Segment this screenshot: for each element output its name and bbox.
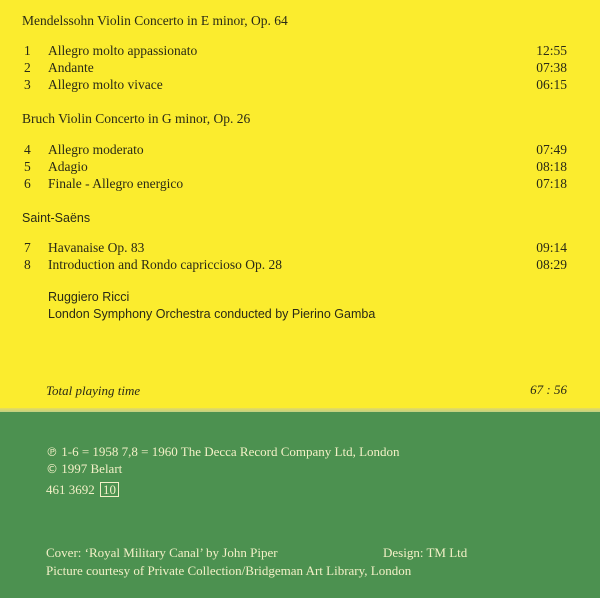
track-duration: 07:49 xyxy=(536,142,567,157)
track-number: 6 xyxy=(24,176,31,191)
orchestra-credit: London Symphony Orchestra conducted by Pierino Gamba xyxy=(48,307,376,321)
track-title: Allegro molto appassionato xyxy=(48,43,198,58)
track-row xyxy=(24,159,567,176)
track-row xyxy=(24,176,567,193)
picture-credit: Picture courtesy of Private Collection/Bridgeman Art Library, London xyxy=(46,563,412,578)
credits-panel xyxy=(0,412,600,598)
design-credit: Design: TM Ltd xyxy=(383,545,468,560)
cover-credit: Cover: ‘Royal Military Canal’ by John Piper xyxy=(46,545,278,560)
track-title: Allegro moderato xyxy=(48,142,144,157)
track-number: 1 xyxy=(24,43,31,58)
soloist-name: Ruggiero Ricci xyxy=(48,290,130,304)
track-number: 8 xyxy=(24,257,31,272)
track-row xyxy=(24,257,567,274)
track-duration: 08:29 xyxy=(536,257,567,272)
catalog-number xyxy=(46,482,119,498)
track-duration: 09:14 xyxy=(536,240,567,255)
track-duration: 07:18 xyxy=(536,176,567,191)
catalog-number-text: 461 3692 xyxy=(46,482,95,497)
track-title: Allegro molto vivace xyxy=(48,77,163,92)
phonogram-credit xyxy=(46,444,400,460)
track-duration: 06:15 xyxy=(536,77,567,92)
track-row xyxy=(24,142,567,159)
total-playing-time-label: Total playing time xyxy=(46,383,141,398)
track-row xyxy=(24,240,567,257)
track-title: Introduction and Rondo capriccioso Op. 28 xyxy=(48,257,282,272)
track-title: Havanaise Op. 83 xyxy=(48,240,145,255)
track-row xyxy=(24,77,567,94)
work-heading-saint-saens: Saint-Saëns xyxy=(22,211,91,225)
track-number: 3 xyxy=(24,77,31,92)
track-number: 7 xyxy=(24,240,31,255)
track-number: 2 xyxy=(24,60,31,75)
track-title: Finale - Allegro energico xyxy=(48,176,184,191)
track-row xyxy=(24,43,567,60)
copyright-credit xyxy=(46,461,122,477)
catalog-suffix-box: 10 xyxy=(100,482,119,497)
phonogram-text: 1-6 = 1958 7,8 = 1960 The Decca Record Company Ltd, London xyxy=(58,444,400,459)
copyright-text: 1997 Belart xyxy=(58,461,123,476)
total-playing-time-value: 67 : 56 xyxy=(530,382,567,397)
track-number: 4 xyxy=(24,142,31,157)
track-duration: 07:38 xyxy=(536,60,567,75)
track-row xyxy=(24,60,567,77)
work-heading-bruch: Bruch Violin Concerto in G minor, Op. 26 xyxy=(22,111,251,126)
track-title: Andante xyxy=(48,60,94,75)
work-heading-mendelssohn: Mendelssohn Violin Concerto in E minor, Op. 64 xyxy=(22,13,288,28)
track-number: 5 xyxy=(24,159,31,174)
track-duration: 08:18 xyxy=(536,159,567,174)
track-duration: 12:55 xyxy=(536,43,567,58)
track-title: Adagio xyxy=(48,159,88,174)
copyright-icon: © xyxy=(46,462,58,476)
phonogram-icon: ℗ xyxy=(46,445,58,459)
